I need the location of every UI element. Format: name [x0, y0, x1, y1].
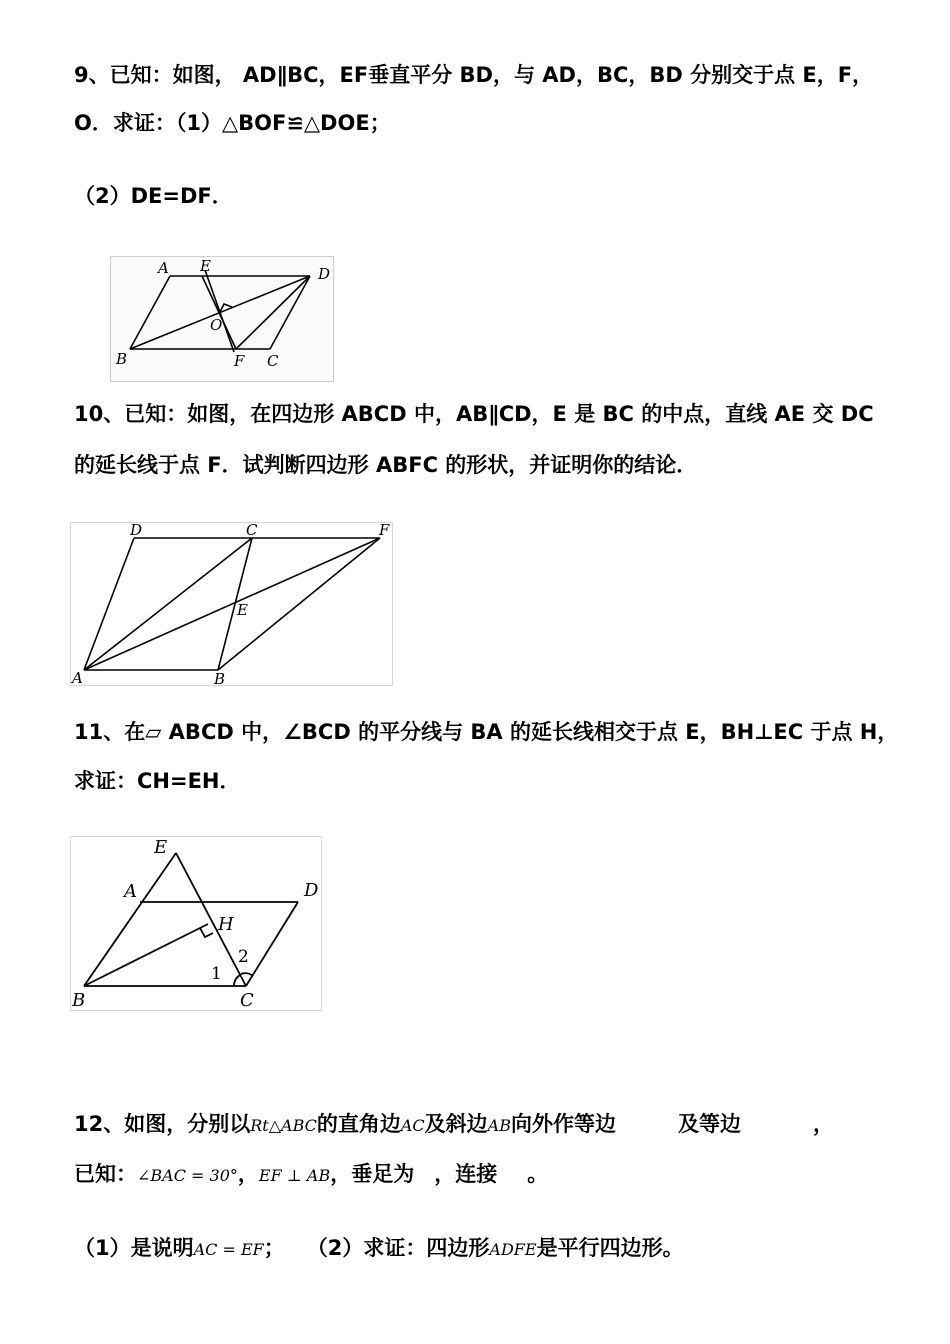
q9-label-d: D — [318, 265, 331, 283]
q11-diagram — [70, 836, 323, 1012]
q9-figure — [110, 256, 334, 382]
q12-part2-suffix: 是平行四边形。 — [536, 1236, 684, 1260]
q10-line-2: 的延长线于点 F．试判断四边形 ABFC 的形状，并证明你的结论． — [74, 453, 698, 477]
q10-figure — [70, 522, 395, 687]
q11-label-c: C — [240, 990, 254, 1011]
q12-mid-4: 及等边 — [677, 1112, 741, 1136]
q10-label-a: A — [72, 669, 83, 687]
q9-diagram — [110, 256, 334, 382]
q11-label-e: E — [154, 837, 168, 858]
q12-period: 。 — [527, 1162, 549, 1186]
q11-label-h: H — [218, 914, 234, 935]
q12-comma: ， — [812, 1112, 834, 1136]
q12-part1-suffix: ； — [263, 1236, 285, 1260]
q12-line-1 — [74, 1110, 834, 1140]
q10-line-1: 10、已知：如图，在四边形 ABCD 中，AB∥CD，E 是 BC 的中点，直线 AE 交 DC — [74, 402, 874, 426]
q9-label-e: E — [200, 257, 211, 275]
q12-ef-perp-ab: EF ⊥ AB — [258, 1166, 331, 1185]
q11-figure — [70, 836, 323, 1012]
q9-label-b: B — [116, 350, 128, 368]
q12-rt-abc: Rt△ABC — [250, 1116, 317, 1135]
q9-line-3: （2）DE=DF． — [74, 184, 233, 208]
q11-label-angle-2: 2 — [238, 947, 249, 967]
q12-line-2 — [74, 1160, 548, 1190]
q12-ac: AC — [400, 1116, 425, 1135]
q12-mid-3: 向外作等边 — [510, 1112, 616, 1136]
q12-part2-prefix: （2）求证：四边形 — [306, 1236, 490, 1260]
q11-label-b: B — [72, 990, 86, 1011]
q9-label-o: O — [210, 316, 223, 334]
q10-diagram — [70, 522, 395, 687]
q9-label-a: A — [158, 259, 169, 277]
q12-mid-1: 的直角边 — [316, 1112, 401, 1136]
q11-label-a: A — [124, 881, 137, 902]
q12-angle-bac: ∠BAC = 30° — [137, 1166, 238, 1185]
q12-sep: ， — [237, 1162, 259, 1186]
q9-label-c: C — [267, 352, 279, 370]
q11-label-angle-1: 1 — [211, 964, 222, 984]
q11-line-2: 求证：CH=EH． — [74, 769, 241, 793]
q10-label-f: F — [379, 522, 390, 539]
q12-adfe: ADFE — [489, 1240, 537, 1259]
q9-line-1: 9、已知：如图， AD∥BC，EF垂直平分 BD，与 AD，BC，BD 分别交于点 E，F， — [74, 63, 874, 87]
q10-label-d: D — [130, 522, 143, 539]
q12-ac-eq-ef: AC = EF — [193, 1240, 264, 1259]
q9-line-2: O．求证：（1）△BOF≌△DOE； — [74, 111, 391, 135]
q12-line-3 — [74, 1234, 684, 1264]
q12-line2-prefix: 已知： — [74, 1162, 137, 1186]
q12-prefix: 12、如图，分别以 — [74, 1112, 251, 1136]
q12-mid-2: 及斜边 — [424, 1112, 488, 1136]
q10-label-b: B — [214, 670, 226, 687]
q12-ab: AB — [487, 1116, 511, 1135]
q12-part1-prefix: （1）是说明 — [74, 1236, 194, 1260]
q9-label-f: F — [234, 352, 245, 370]
q10-label-c: C — [246, 522, 258, 539]
q11-label-d: D — [304, 880, 319, 901]
q10-label-e: E — [237, 601, 248, 619]
q12-line2-mid: ，垂足为 — [330, 1162, 415, 1186]
q11-line-1: 11、在▱ ABCD 中，∠BCD 的平分线与 BA 的延长线相交于点 E，BH⊥EC 于点 H， — [74, 720, 899, 744]
q12-line2-mid2: ，连接 — [434, 1162, 498, 1186]
